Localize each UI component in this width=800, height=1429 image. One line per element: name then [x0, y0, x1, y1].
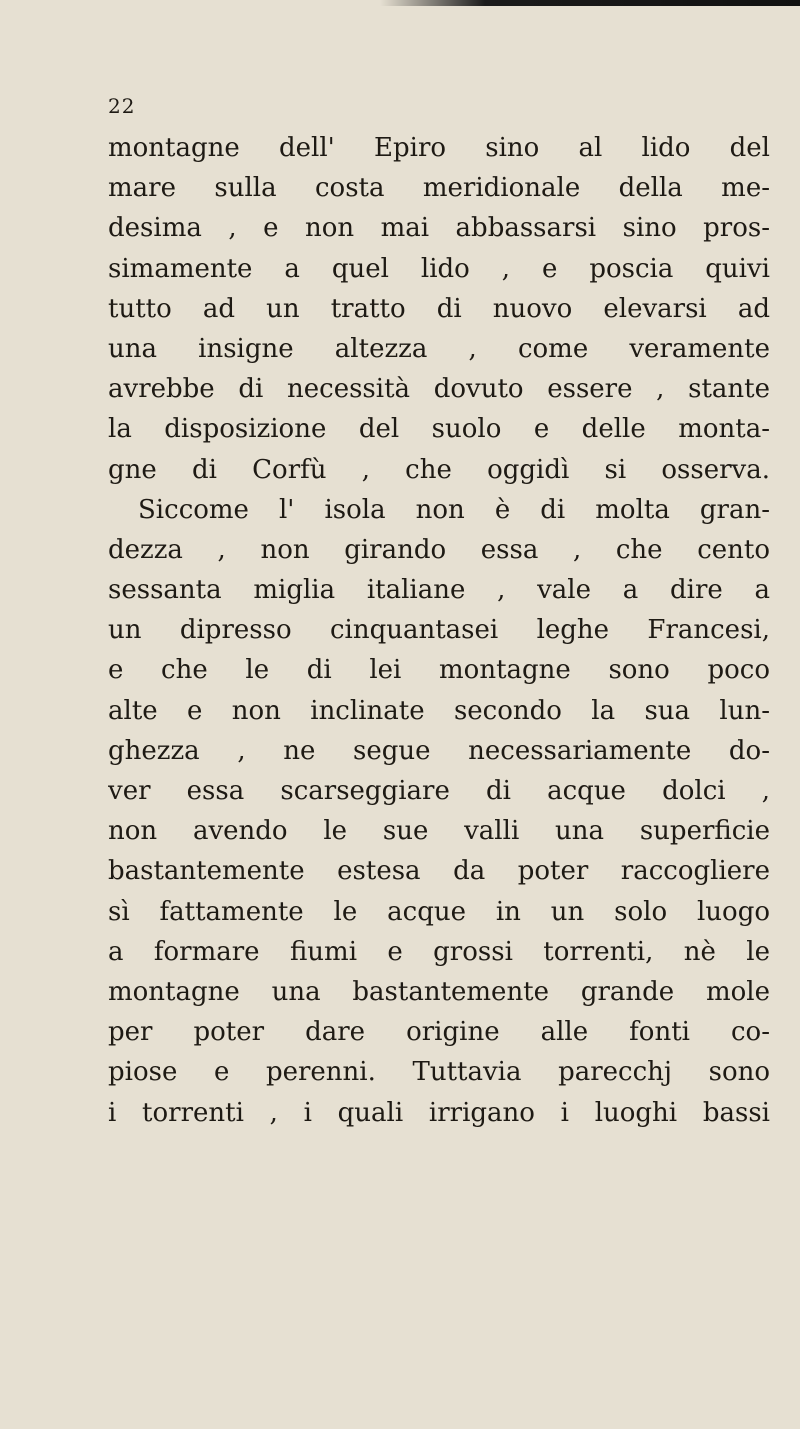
- text-line-14: e che le di lei montagne sono poco: [108, 655, 770, 686]
- text-line-9: gne di Corfù , che oggidì si osserva.: [108, 454, 770, 485]
- text-line-23: per poter dare origine alle fonti co-: [108, 1017, 770, 1048]
- text-line-6: una insigne altezza , come veramente: [108, 333, 770, 364]
- text-line-19: bastantemente estesa da poter raccogliere: [108, 856, 770, 887]
- text-line-3: desima , e non mai abbassarsi sino pros-: [108, 213, 770, 244]
- text-line-7: avrebbe di necessità dovuto essere , stante: [108, 374, 770, 405]
- text-line-25: i torrenti , i quali irrigano i luoghi bassi: [108, 1097, 770, 1128]
- text-line-1: montagne dell' Epiro sino al lido del: [108, 133, 770, 163]
- text-line-22: montagne una bastantemente grande mole: [108, 976, 770, 1007]
- text-line-16: ghezza , ne segue necessariamente do-: [108, 735, 770, 766]
- text-line-12: sessanta miglia italiane , vale a dire a: [108, 575, 770, 606]
- text-line-2: mare sulla costa meridionale della me-: [108, 173, 770, 204]
- text-line-18: non avendo le sue valli una superficie: [108, 816, 770, 847]
- text-line-10: Siccome l' isola non è di molta gran-: [138, 494, 770, 525]
- text-line-17: ver essa scarseggiare di acque dolci ,: [108, 776, 770, 806]
- text-line-21: a formare fiumi e grossi torrenti, nè le: [108, 936, 770, 967]
- text-line-15: alte e non inclinate secondo la sua lun-: [108, 695, 770, 726]
- text-line-20: sì fattamente le acque in un solo luogo: [108, 896, 770, 927]
- text-line-8: la disposizione del suolo e delle monta-: [108, 414, 770, 445]
- text-line-5: tutto ad un tratto di nuovo elevarsi ad: [108, 293, 770, 324]
- text-line-4: simamente a quel lido , e poscia quivi: [108, 253, 770, 284]
- text-line-11: dezza , non girando essa , che cento: [108, 534, 770, 565]
- body-text: [108, 128, 770, 1133]
- text-line-24: piose e perenni. Tuttavia parecchj sono: [108, 1057, 770, 1088]
- page-number: 22: [108, 94, 136, 118]
- scan-edge-shadow: [380, 0, 800, 6]
- text-line-13: un dipresso cinquantasei leghe Francesi,: [108, 615, 770, 646]
